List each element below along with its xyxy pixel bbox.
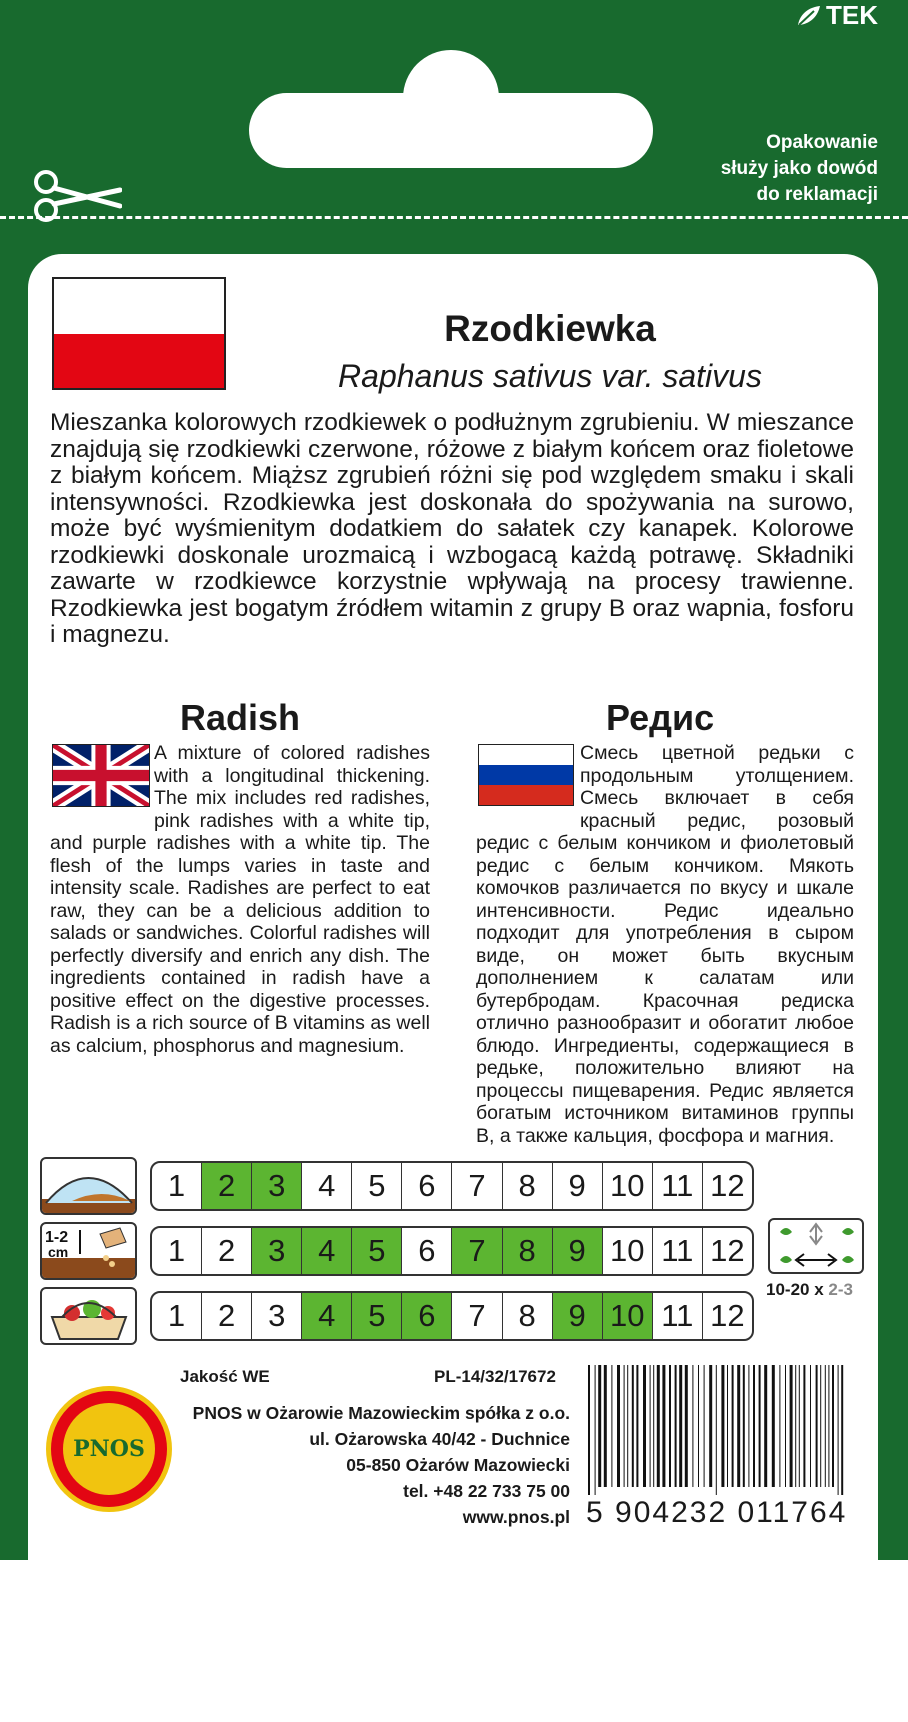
russian-text: Смесь цветной редьки с продольным утолщением. Смесь включает в себя красный редис, розовый редис с белым кончиком и фиолетовый редис с белым кончиком. Мякоть комочков различается по вкусу и шкале интенсивности. Редис идеально подходит для употребления в сыром виде, он может быть вкусным дополнением к салатам или бутербродам. Красочная редиска отлично разнообразит и обогатит любое блюдо. Ингредиенты, содержащиеся в редьке, положительно влияют на процессы пищеварения. Редис является богатым источником витаминов группы B, а также кальция, фосфора и магния. bbox=[476, 742, 854, 1147]
month-cell: 5 bbox=[352, 1163, 402, 1209]
calendar-row-greenhouse bbox=[150, 1161, 754, 1211]
cut-line bbox=[0, 216, 908, 219]
product-title: Rzodkiewka bbox=[444, 308, 656, 349]
month-cell: 6 bbox=[402, 1228, 452, 1274]
month-cell: 11 bbox=[653, 1163, 703, 1209]
month-cell: 8 bbox=[503, 1293, 553, 1339]
barcode-number: 5 904232 011764 bbox=[586, 1496, 848, 1529]
month-cell: 12 bbox=[710, 1233, 745, 1268]
brand-text: TEK bbox=[826, 0, 878, 30]
pnos-logo bbox=[46, 1386, 172, 1512]
month-cell: 7 bbox=[452, 1163, 502, 1209]
english-text: A mixture of colored radishes with a longitudinal thickening. The mix includes red radishes, pink radishes with a white tip, and purple radishes with a white tip. The flesh of the lumps varies in taste and intensity scale. Radishes are perfect to eat raw, they can be a delicious addition to salads or sandwiches. Colorful radishes will perfectly diversify and enrich any dish. The ingredients contained in radish have a positive effect on the digestive processes. Radish is a rich source of B vitamins as well as calcium, phosphorus and magnesium. bbox=[50, 742, 430, 1057]
month-cell: 3 bbox=[252, 1228, 302, 1274]
company-city: 05-850 Ożarów Mazowiecki bbox=[346, 1455, 570, 1475]
month-cell: 4 bbox=[302, 1163, 352, 1209]
greenhouse-icon bbox=[40, 1157, 137, 1215]
description-english bbox=[50, 742, 430, 1057]
month-cell: 11 bbox=[653, 1293, 703, 1339]
month-cell: 12 bbox=[710, 1168, 745, 1203]
sowing-depth-icon bbox=[40, 1222, 137, 1280]
heading-english: Radish bbox=[180, 697, 301, 738]
spacing-row: 10-20 x bbox=[766, 1280, 824, 1299]
hang-hole bbox=[249, 93, 653, 168]
month-cell: 9 bbox=[553, 1228, 603, 1274]
leaf-icon bbox=[796, 5, 822, 27]
month-cell: 1 bbox=[152, 1293, 202, 1339]
brand-mark bbox=[796, 0, 878, 31]
complaint-notice bbox=[618, 130, 878, 208]
notice-line: Opakowanie bbox=[766, 132, 878, 153]
company-phone: tel. +48 22 733 75 00 bbox=[403, 1481, 570, 1501]
month-cell: 9 bbox=[553, 1293, 603, 1339]
logo-text: PNOS bbox=[73, 1436, 145, 1462]
month-cell: 2 bbox=[202, 1293, 252, 1339]
month-cell: 7 bbox=[452, 1293, 502, 1339]
month-cell: 2 bbox=[202, 1228, 252, 1274]
quality-label: Jakość WE bbox=[180, 1367, 270, 1386]
month-cell: 1 bbox=[152, 1163, 202, 1209]
month-cell: 3 bbox=[252, 1293, 302, 1339]
month-cell: 9 bbox=[553, 1163, 603, 1209]
calendar-row-sowing bbox=[150, 1226, 754, 1276]
barcode bbox=[586, 1365, 856, 1495]
svg-text:cm: cm bbox=[48, 1244, 69, 1260]
spacing-plant: 2-3 bbox=[828, 1280, 853, 1299]
month-cell: 11 bbox=[653, 1228, 703, 1274]
company-website: www.pnos.pl bbox=[462, 1507, 570, 1527]
month-cell: 5 bbox=[352, 1293, 402, 1339]
month-cell: 5 bbox=[352, 1228, 402, 1274]
product-latin-name: Raphanus sativus var. sativus bbox=[338, 358, 762, 394]
plant-spacing-label bbox=[766, 1280, 853, 1300]
svg-text:1-2: 1-2 bbox=[45, 1229, 69, 1246]
month-cell: 1 bbox=[152, 1228, 202, 1274]
month-cell: 10 bbox=[603, 1293, 653, 1339]
description-russian bbox=[476, 742, 854, 1147]
poland-flag bbox=[52, 277, 226, 390]
month-cell: 6 bbox=[402, 1293, 452, 1339]
notice-line: służy jako dowód bbox=[720, 158, 878, 179]
month-cell: 4 bbox=[302, 1293, 352, 1339]
company-address bbox=[180, 1400, 570, 1530]
harvest-basket-icon bbox=[40, 1287, 137, 1345]
month-cell: 10 bbox=[603, 1163, 653, 1209]
month-cell: 7 bbox=[452, 1228, 502, 1274]
description-polish: Mieszanka kolorowych rzodkiewek o podłużnym zgrubieniu. W mieszance znajdują się rzodkiewki czerwone, różowe z białym końcem oraz fioletowe z białym końcem. Miąższ zgrubień różni się pod względem smaku i skali intensywności. Rzodkiewka jest doskonała do spożywania na surowo, może być wyśmienitym dodatkiem do sałatek czy kanapek. Kolorowe rzodkiewki doskonale urozmaicą i wzbogacą każdą potrawę. Składniki zawarte w rzodkiewce korzystnie wpływają na procesy trawienne. Rzodkiewka jest bogatym źródłem witamin z grupy B oraz wapnia, fosforu i magnezu. bbox=[50, 409, 854, 648]
month-cell: 3 bbox=[252, 1163, 302, 1209]
month-cell: 12 bbox=[710, 1298, 745, 1333]
producer-code: PL-14/32/17672 bbox=[434, 1367, 556, 1386]
month-cell: 4 bbox=[302, 1228, 352, 1274]
month-cell: 6 bbox=[402, 1163, 452, 1209]
company-street: ul. Ożarowska 40/42 - Duchnice bbox=[309, 1429, 570, 1449]
plant-spacing-icon bbox=[768, 1218, 864, 1274]
calendar-row-harvest bbox=[150, 1291, 754, 1341]
month-cell: 10 bbox=[603, 1228, 653, 1274]
month-cell: 2 bbox=[202, 1163, 252, 1209]
company-name: PNOS w Ożarowie Mazowieckim spółka z o.o. bbox=[192, 1403, 570, 1423]
notice-line: do reklamacji bbox=[756, 184, 878, 205]
month-cell: 8 bbox=[503, 1228, 553, 1274]
month-cell: 8 bbox=[503, 1163, 553, 1209]
heading-russian: Редис bbox=[606, 697, 715, 738]
